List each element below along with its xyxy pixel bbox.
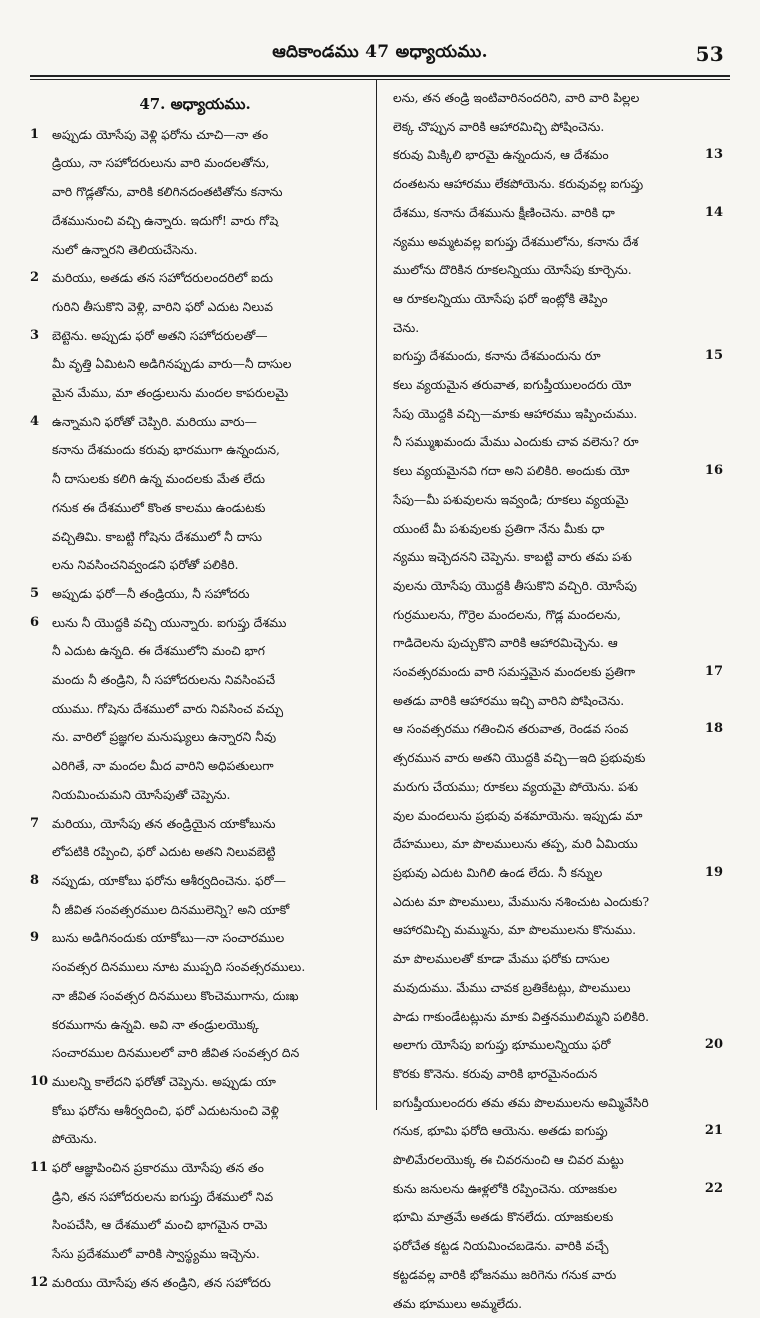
- line-text: సింపచేసి, ఆ దేశములో మంచి భాగమైన రామె: [52, 1218, 268, 1233]
- line-text: ఆహారమిచ్చి మమ్మును, మా పొలములను కొనుము.: [393, 923, 637, 938]
- page-header: [30, 36, 730, 72]
- verse-number: 1: [30, 126, 40, 142]
- text-line: [30, 982, 360, 1011]
- text-line: [30, 752, 360, 781]
- line-text: పోయెను.: [52, 1132, 98, 1147]
- line-text: నప్పుడు, యాకోబు ఫరోను ఆశీర్వదించెను. ఫరో—: [52, 873, 286, 888]
- line-text: లను, తన తండ్రి ఇంటివారినందరిని, వారి వారి పిల్లల: [393, 91, 640, 105]
- verse-number: 5: [30, 585, 40, 601]
- text-line: [30, 322, 360, 351]
- line-text: కును జనులను ఊళ్లలోకి రప్పించెను. యాజకుల: [393, 1181, 617, 1196]
- line-text: సంవత్సరమందు వారి సమస్తమైన మందలకు ప్రతిగా: [393, 665, 636, 680]
- text-line: [393, 945, 723, 974]
- text-line: [30, 207, 360, 236]
- line-text: వుల మందలును ప్రభువు వశమాయెను. ఇప్పుడు మా: [393, 808, 643, 823]
- text-line: [393, 1232, 723, 1261]
- line-text: కలు వ్యయమైన తరువాత, ఐగుప్తీయులందరు యో: [393, 378, 632, 393]
- text-line: [30, 924, 360, 953]
- line-text: ఫరోచేత కట్టడ నియమించబడెను. వారికి వచ్చే: [393, 1239, 609, 1254]
- text-line: [30, 580, 360, 609]
- line-text: దేహములు, మా పొలములును తప్ప, మరి ఏమియు: [393, 837, 638, 852]
- text-line: [393, 572, 723, 601]
- text-line: [30, 1039, 360, 1068]
- verse-number: 10: [30, 1073, 49, 1089]
- text-line: [393, 1060, 723, 1089]
- text-line: [393, 228, 723, 257]
- text-line: [30, 523, 360, 552]
- text-line: [393, 141, 723, 170]
- line-text: నులో ఉన్నారని తెలియచేసెను.: [52, 242, 198, 257]
- line-text: సేపు—మీ పశువులను ఇవ్వండి; రూకలు వ్యయమై: [393, 492, 629, 507]
- line-text: ఆ రూకలన్నియు యోసేపు ఫరో ఇంట్లోకి తెప్పిం: [393, 291, 608, 306]
- text-line: [30, 121, 360, 150]
- verse-number: 17: [704, 664, 723, 680]
- line-text: వచ్చితిమి. కాబట్టి గోషెను దేశములో నీ దాసు: [52, 529, 263, 544]
- text-line: [30, 838, 360, 867]
- line-text: మరుగు చేయము; రూకలు వ్యయమై పోయెను. పశు: [393, 779, 639, 794]
- line-text: నీ జీవిత సంవత్సరముల దినములెన్ని? అని యాకో: [52, 902, 290, 917]
- line-text: కలు వ్యయమైనవి గదా అని పలికిరి. అందుకు యో: [393, 464, 630, 479]
- running-title: ఆదికాండము 47 అధ్యాయము.: [272, 42, 488, 62]
- text-line: [30, 953, 360, 982]
- line-text: సంచారముల దినములలో వారి జీవిత సంవత్సర దిన: [52, 1046, 300, 1061]
- text-line: [393, 629, 723, 658]
- line-text: దంతటను ఆహారము లేకపోయెను. కరువువల్ల ఐగుప్తు: [393, 177, 644, 192]
- text-line: [30, 293, 360, 322]
- line-text: ఎరిగితే, నా మందల మీద వారిని అధిపతులుగా: [52, 759, 274, 774]
- text-line: [393, 428, 723, 457]
- line-text: నీ దాసులకు కలిగి ఉన్న మందలకు మేత లేదు: [52, 472, 266, 487]
- line-text: అప్పుడు ఫరో—నీ తండ్రియు, నీ సహోదరు: [52, 586, 250, 601]
- text-line: [30, 666, 360, 695]
- left-column-text: [30, 121, 360, 1298]
- line-text: చెను.: [393, 320, 420, 335]
- verse-number: 11: [30, 1160, 49, 1176]
- verse-number: 21: [704, 1123, 723, 1139]
- text-line: [393, 314, 723, 343]
- line-text: లును నీ యొద్దకి వచ్చి యున్నారు. ఐగుప్తు దేశము: [52, 615, 287, 630]
- text-line: [393, 1089, 723, 1118]
- line-text: డ్రియు, నా సహోదరులును వారి మందలతోను,: [52, 156, 270, 171]
- text-line: [30, 408, 360, 437]
- text-line: [393, 974, 723, 1003]
- text-line: [30, 551, 360, 580]
- line-text: నా జీవిత సంవత్సర దినములు కొంచెముగాను, దుఃఖ: [52, 988, 299, 1003]
- text-line: [393, 1261, 723, 1290]
- text-line: [393, 1031, 723, 1060]
- line-text: కోబు ఫరోను ఆశీర్వదించి, ఫరో ఎదుటనుంచి వెళ్లి: [52, 1103, 279, 1118]
- text-line: [393, 113, 723, 142]
- line-text: వులను యోసేపు యొద్దకి తీసుకొని వచ్చిరి. యోసేపు: [393, 578, 637, 593]
- text-line: [393, 371, 723, 400]
- line-text: అతడు వారికి ఆహారము ఇచ్చి వారిని పోషించెను.: [393, 693, 625, 708]
- line-text: కట్టడవల్ల వారికి భోజనము జరిగెను గనుక వారు: [393, 1267, 617, 1282]
- line-text: తమ భూములు అమ్మలేదు.: [393, 1296, 522, 1311]
- verse-number: 2: [30, 270, 40, 286]
- line-text: బెట్టెను. అప్పుడు ఫరో అతని సహోదరులతో—: [52, 328, 268, 343]
- text-line: [393, 715, 723, 744]
- line-text: నియమించుమని యోసేపుతో చెప్పెను.: [52, 787, 231, 802]
- line-text: సంవత్సర దినములు నూట ముప్పది సంవత్సరములు.: [52, 960, 306, 975]
- verse-number: 13: [704, 147, 723, 163]
- verse-number: 7: [30, 815, 40, 831]
- left-column: [30, 84, 360, 1298]
- text-line: [30, 896, 360, 925]
- verse-number: 22: [704, 1180, 723, 1196]
- line-text: మందు నీ తండ్రిని, నీ సహోదరులను నివసింపచే: [52, 673, 276, 688]
- text-line: [30, 609, 360, 638]
- verse-number: 16: [704, 463, 723, 479]
- line-text: లోపటికి రప్పించి, ఫరో ఎదుట అతని నిలువబెట్టి: [52, 845, 276, 860]
- text-line: [393, 773, 723, 802]
- text-line: [30, 1240, 360, 1269]
- text-line: [393, 199, 723, 228]
- line-text: సేపు యొద్దకి వచ్చి—మాకు ఆహారము ఇప్పించుము.: [393, 406, 638, 421]
- text-line: [393, 1003, 723, 1032]
- text-line: [393, 543, 723, 572]
- verse-number: 4: [30, 413, 40, 429]
- line-text: మీ వృత్తి ఏమిటని అడిగినప్పుడు వారు—నీ దాసుల: [52, 357, 292, 372]
- line-text: గనుక ఈ దేశములో కొంత కాలము ఉండుటకు: [52, 500, 266, 515]
- line-text: ఎదుట మా పొలములు, మేమును నశించుట ఎందుకు?: [393, 894, 650, 909]
- text-line: [393, 84, 723, 113]
- text-line: [30, 149, 360, 178]
- line-text: మరియు, అతడు తన సహోదరులందరిలో ఐదు: [52, 271, 274, 286]
- column-divider: [376, 80, 377, 1110]
- line-text: దేశము, కనాను దేశమును క్షీణించెను. వారికి ధా: [393, 205, 615, 220]
- line-text: మరియు, యోసేపు తన తండ్రియైన యాకోబును: [52, 816, 276, 831]
- text-line: [393, 744, 723, 773]
- line-text: వారి గొడ్లతోను, వారికి కలిగినదంతటితోను కనాను: [52, 185, 283, 200]
- line-text: కరముగాను ఉన్నవి. అవి నా తండ్రులయొక్క: [52, 1017, 259, 1032]
- text-line: [393, 342, 723, 371]
- verse-number: 18: [704, 721, 723, 737]
- line-text: ములన్ని కాలేదని ఫరోతో చెప్పెను. అప్పుడు యా: [52, 1074, 276, 1089]
- line-text: యుంటే మీ పశువులకు ప్రతిగా నేను మీకు ధా: [393, 521, 605, 536]
- line-text: కనాను దేశమందు కరువు భారముగా ఉన్నందున,: [52, 443, 280, 458]
- line-text: న్యము ఇచ్చెదనని చెప్పెను. కాబట్టి వారు తమ పశు: [393, 550, 632, 565]
- text-line: [393, 916, 723, 945]
- text-line: [393, 888, 723, 917]
- line-text: గుర్రములను, గొర్రెల మందలను, గొడ్ల మందలను,: [393, 607, 621, 622]
- line-text: ఫరో ఆజ్ఞాపించిన ప్రకారము యోసేపు తన తం: [52, 1161, 264, 1176]
- line-text: యుము. గోషెను దేశములో వారు నివసించ వచ్చు: [52, 701, 284, 716]
- line-text: ఆ సంవత్సరము గతించిన తరువాత, రెండవ సంవ: [393, 722, 629, 737]
- text-line: [393, 457, 723, 486]
- text-line: [393, 1175, 723, 1204]
- verse-number: 8: [30, 872, 40, 888]
- line-text: గాడిదెలను పుచ్చుకొని వారికి ఆహారమిచ్చెను. ఆ: [393, 636, 618, 651]
- text-line: [393, 802, 723, 831]
- text-line: [30, 178, 360, 207]
- verse-number: 19: [704, 864, 723, 880]
- text-line: [30, 1097, 360, 1126]
- text-line: [30, 1211, 360, 1240]
- text-line: [393, 1146, 723, 1175]
- header-rule: [30, 75, 730, 77]
- text-line: [393, 170, 723, 199]
- text-line: [30, 350, 360, 379]
- line-text: అలాగు యోసేపు ఐగుప్తు భూములన్నియు ఫరో: [393, 1038, 611, 1053]
- verse-number: 3: [30, 327, 40, 343]
- text-line: [30, 1011, 360, 1040]
- line-text: పొలిమేరలయొక్క ఈ చివరనుంచి ఆ చివర మట్టు: [393, 1153, 624, 1168]
- line-text: ప్రభువు ఎదుట మిగిలి ఉండ లేదు. నీ కన్నుల: [393, 865, 603, 880]
- line-text: నీ ఎదుట ఉన్నది. ఈ దేశములోని మంచి భాగ: [52, 644, 265, 659]
- text-line: [393, 1203, 723, 1232]
- text-line: [30, 436, 360, 465]
- line-text: ను. వారిలో ప్రజ్ఞగల మనుష్యులు ఉన్నారని నీవు: [52, 730, 277, 745]
- text-line: [30, 494, 360, 523]
- text-line: [30, 867, 360, 896]
- text-line: [393, 687, 723, 716]
- verse-number: 14: [704, 204, 723, 220]
- text-line: [30, 379, 360, 408]
- line-text: లెక్క చొప్పున వారికి ఆహారమిచ్చి పోషించెను.: [393, 119, 605, 134]
- line-text: త్సరమున వారు అతని యొద్దకి వచ్చి—ఇది ప్రభువుకు: [393, 751, 646, 766]
- line-text: బును అడిగినందుకు యాకోబు—నా సంచారముల: [52, 931, 285, 946]
- line-text: ములోను దొరికిన రూకలన్నియు యోసేపు కూర్చెను.: [393, 263, 632, 278]
- text-line: [30, 264, 360, 293]
- chapter-title: 47. అధ్యాయము.: [139, 95, 251, 113]
- text-line: [30, 695, 360, 724]
- line-text: కరువు మిక్కిలి భారమై ఉన్నందున, ఆ దేశమం: [393, 148, 609, 163]
- text-line: [393, 1290, 723, 1318]
- line-text: పాడు గాకుండేటట్లును మాకు విత్తనములిమ్మని పలికిరి.: [393, 1009, 650, 1024]
- text-line: [393, 830, 723, 859]
- line-text: దేశమునుంచి వచ్చి ఉన్నారు. ఇదుగో! వారు గోషె: [52, 213, 279, 228]
- header-rule-thin: [30, 79, 730, 80]
- text-line: [30, 1154, 360, 1183]
- text-line: [393, 400, 723, 429]
- line-text: లను నివసించనివ్వండని ఫరోతో పలికిరి.: [52, 558, 239, 573]
- line-text: న్యము అమ్మటవల్ల ఐగుప్తు దేశములోను, కనాను దేశ: [393, 234, 639, 249]
- text-line: [30, 1068, 360, 1097]
- text-line: [30, 236, 360, 265]
- text-line: [393, 1117, 723, 1146]
- text-line: [393, 658, 723, 687]
- verse-number: 20: [704, 1037, 723, 1053]
- page-number: 53: [695, 42, 724, 66]
- line-text: అప్పుడు యోసేపు వెళ్లి ఫరోను చూచి—నా తం: [52, 127, 269, 142]
- text-line: [30, 810, 360, 839]
- text-line: [30, 465, 360, 494]
- verse-number: 12: [30, 1274, 49, 1290]
- line-text: మవుదుము. మేము చావక బ్రతికేటట్లు, పొలములు: [393, 980, 631, 995]
- text-line: [393, 515, 723, 544]
- text-line: [30, 723, 360, 752]
- line-text: డ్రిని, తన సహోదరులను ఐగుప్తు దేశములో నివ: [52, 1189, 274, 1204]
- line-text: ఉన్నామని ఫరోతో చెప్పిరి. మరియు వారు—: [52, 414, 257, 429]
- text-line: [393, 859, 723, 888]
- line-text: ఐగుప్తీయులందరు తమ తమ పొలములను అమ్మివేసిరి: [393, 1095, 649, 1110]
- line-text: సేసు ప్రదేశములో వారికి స్వాస్థ్యము ఇచ్చెను.: [52, 1247, 260, 1262]
- line-text: గనుక, భూమి ఫరోది ఆయెను. అతడు ఐగుప్తు: [393, 1124, 608, 1139]
- verse-number: 15: [704, 348, 723, 364]
- text-line: [30, 1125, 360, 1154]
- line-text: నీ సమ్ముఖమందు మేము ఎందుకు చావ వలెను? రూ: [393, 435, 639, 450]
- text-line: [393, 285, 723, 314]
- text-line: [393, 601, 723, 630]
- line-text: ఐగుప్తు దేశమందు, కనాను దేశమందును రూ: [393, 349, 601, 364]
- verse-number: 9: [30, 930, 40, 946]
- text-line: [30, 637, 360, 666]
- line-text: మరియు యోసేపు తన తండ్రిని, తన సహోదరు: [52, 1275, 271, 1290]
- text-line: [30, 1183, 360, 1212]
- text-line: [30, 1269, 360, 1298]
- line-text: మా పొలములతో కూడా మేము ఫరోకు దాసుల: [393, 952, 610, 967]
- line-text: కొరకు కొనెను. కరువు వారికి భారమైనందున: [393, 1066, 598, 1081]
- text-line: [393, 256, 723, 285]
- text-line: [393, 486, 723, 515]
- verse-number: 6: [30, 614, 40, 630]
- line-text: మైన మేము, మా తండ్రులును మందల కాపరులమై: [52, 386, 289, 401]
- text-line: [30, 781, 360, 810]
- line-text: గురిని తీసుకొని వెళ్లి, వారిని ఫరో ఎదుట నిలువ: [52, 299, 274, 314]
- line-text: భూమి మాత్రమే అతడు కొనలేదు. యాజకులకు: [393, 1210, 614, 1225]
